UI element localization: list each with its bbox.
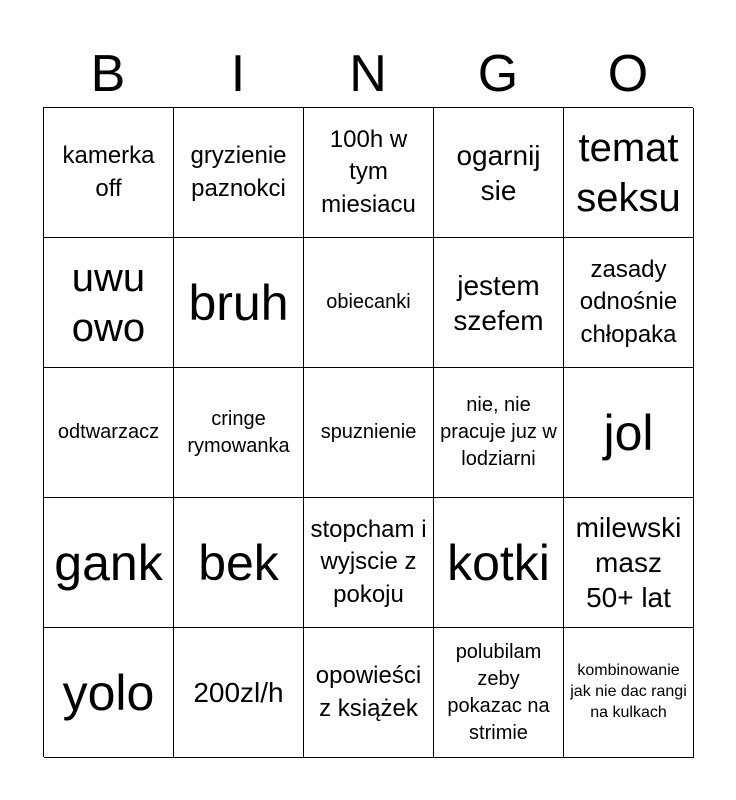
bingo-cell[interactable]: bruh <box>174 238 304 368</box>
header-letter-i: I <box>230 45 246 103</box>
bingo-cell[interactable]: jol <box>564 368 694 498</box>
bingo-cell[interactable]: kamerka off <box>44 108 174 238</box>
bingo-cell[interactable]: gank <box>44 498 174 628</box>
bingo-cell[interactable]: ogarnij sie <box>434 108 564 238</box>
bingo-cell[interactable]: zasady odnośnie chłopaka <box>564 238 694 368</box>
bingo-cell[interactable]: obiecanki <box>304 238 434 368</box>
bingo-cell[interactable]: jestem szefem <box>434 238 564 368</box>
bingo-cell[interactable]: stopcham i wyjscie z pokoju <box>304 498 434 628</box>
bingo-cell[interactable]: kotki <box>434 498 564 628</box>
bingo-cell[interactable]: uwu owo <box>44 238 174 368</box>
header-letter-g: G <box>477 45 519 103</box>
bingo-cell[interactable]: yolo <box>44 628 174 758</box>
bingo-cell[interactable]: kombinowanie jak nie dac rangi na kulkach <box>564 628 694 758</box>
bingo-cell[interactable]: nie, nie pracuje juz w lodziarni <box>434 368 564 498</box>
bingo-cell[interactable]: 100h w tym miesiacu <box>304 108 434 238</box>
bingo-cell[interactable]: bek <box>174 498 304 628</box>
bingo-header <box>43 40 693 108</box>
bingo-grid <box>43 107 693 757</box>
bingo-cell[interactable]: temat seksu <box>564 108 694 238</box>
bingo-cell[interactable]: opowieści z książek <box>304 628 434 758</box>
bingo-cell[interactable]: cringe rymowanka <box>174 368 304 498</box>
bingo-cell[interactable]: gryzienie paznokci <box>174 108 304 238</box>
header-letter-n: N <box>349 45 387 103</box>
bingo-cell[interactable]: spuznienie <box>304 368 434 498</box>
header-letter-o: O <box>607 45 649 103</box>
bingo-cell[interactable]: odtwarzacz <box>44 368 174 498</box>
header-letter-b: B <box>90 45 126 103</box>
bingo-cell[interactable]: milewski masz 50+ lat <box>564 498 694 628</box>
bingo-cell[interactable]: polubilam zeby pokazac na strimie <box>434 628 564 758</box>
bingo-cell[interactable]: 200zl/h <box>174 628 304 758</box>
